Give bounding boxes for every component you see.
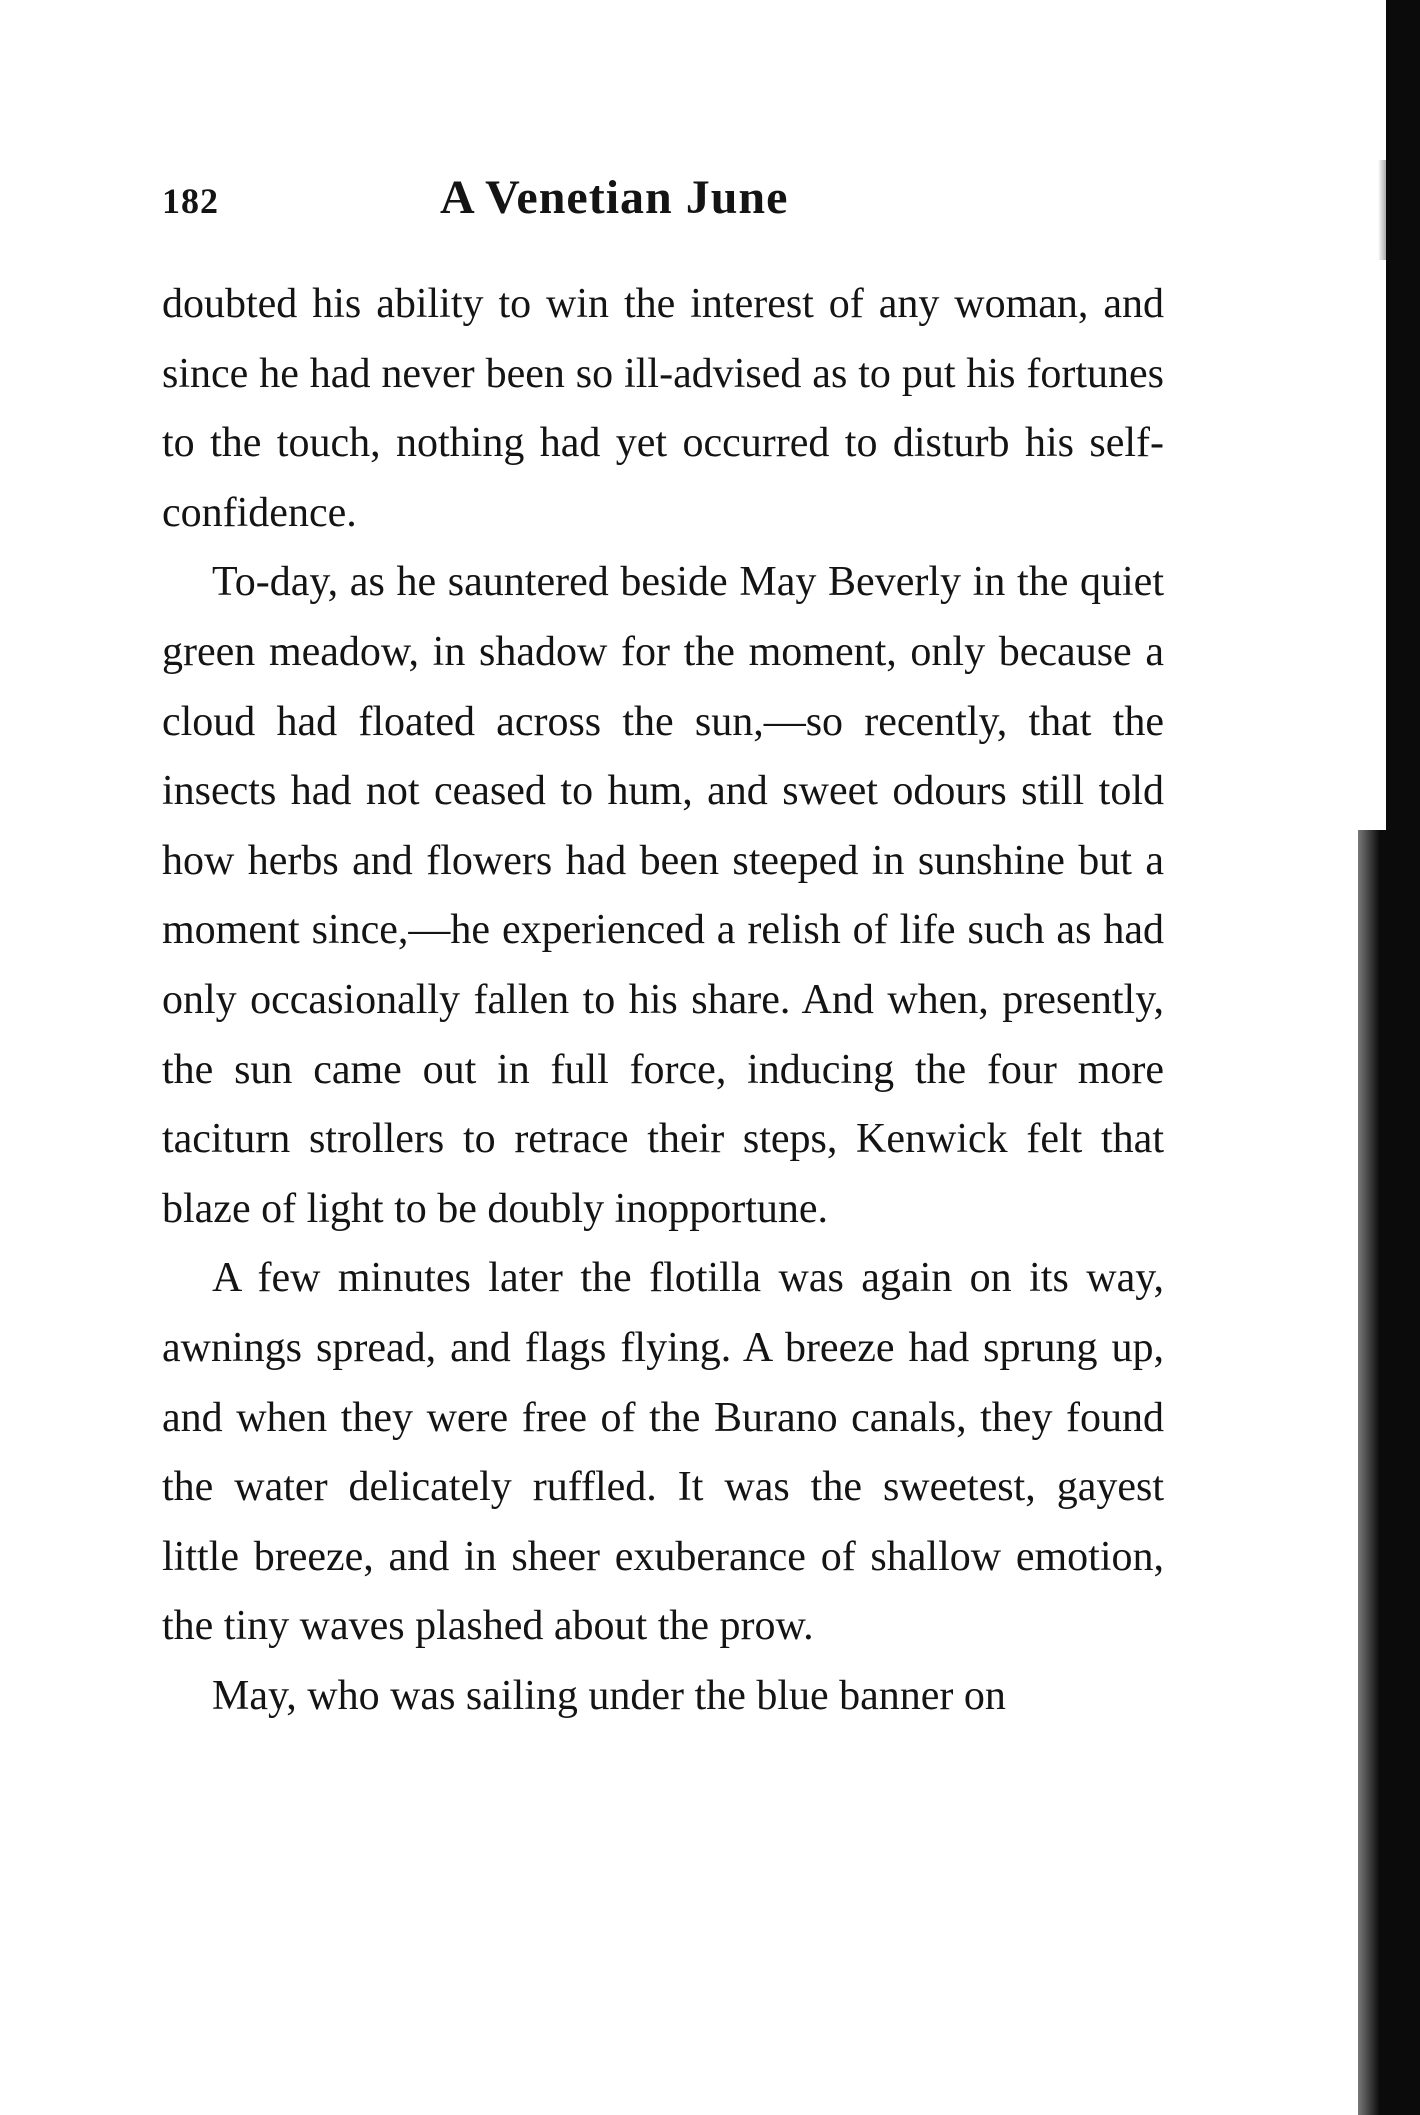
body-text [162, 270, 1164, 1731]
scan-edge-fade [1378, 160, 1392, 260]
running-title: A Venetian June [440, 171, 789, 224]
paragraph-may: May, who was sailing under the blue banner on [212, 1672, 1006, 1719]
scan-edge-top [1386, 0, 1420, 840]
paragraph-meadow: To-day, as he sauntered beside May Beverly in the quiet green meadow, in shadow for the moment, only because a cloud had floated across the sun,—so recently, that the insects had not ceased to hum, and sweet odours still told how herbs and flowers had been steeped in sunshine but a moment since,—he experienced a relish of life such as had only occasionally fallen to his share. And when, presently, the sun came out in full force, inducing the four more taciturn strollers to retrace their steps, Kenwick felt that blaze of light to be doubly inopportune. [162, 559, 1164, 1232]
scan-binding-shadow [1330, 0, 1420, 2115]
page-header [162, 170, 1164, 240]
paragraph-flotilla: A few minutes later the flotilla was again on its way, awnings spread, and flags flying. A breeze had sprung up, and when they were free of the Burano canals, they found the water delicately ruffled. It was the sweetest, gayest little breeze, and in sheer exuberance of shallow emotion, the tiny waves plashed about the prow. [162, 1255, 1164, 1650]
scan-edge-bottom [1358, 830, 1420, 2115]
paragraph-continued: doubted his ability to win the interest of any woman, and since he had never been so ill-advised as to put his fortunes to the touch, nothing had yet occurred to disturb his self-confidence. [162, 281, 1164, 536]
page-number: 182 [162, 181, 219, 221]
